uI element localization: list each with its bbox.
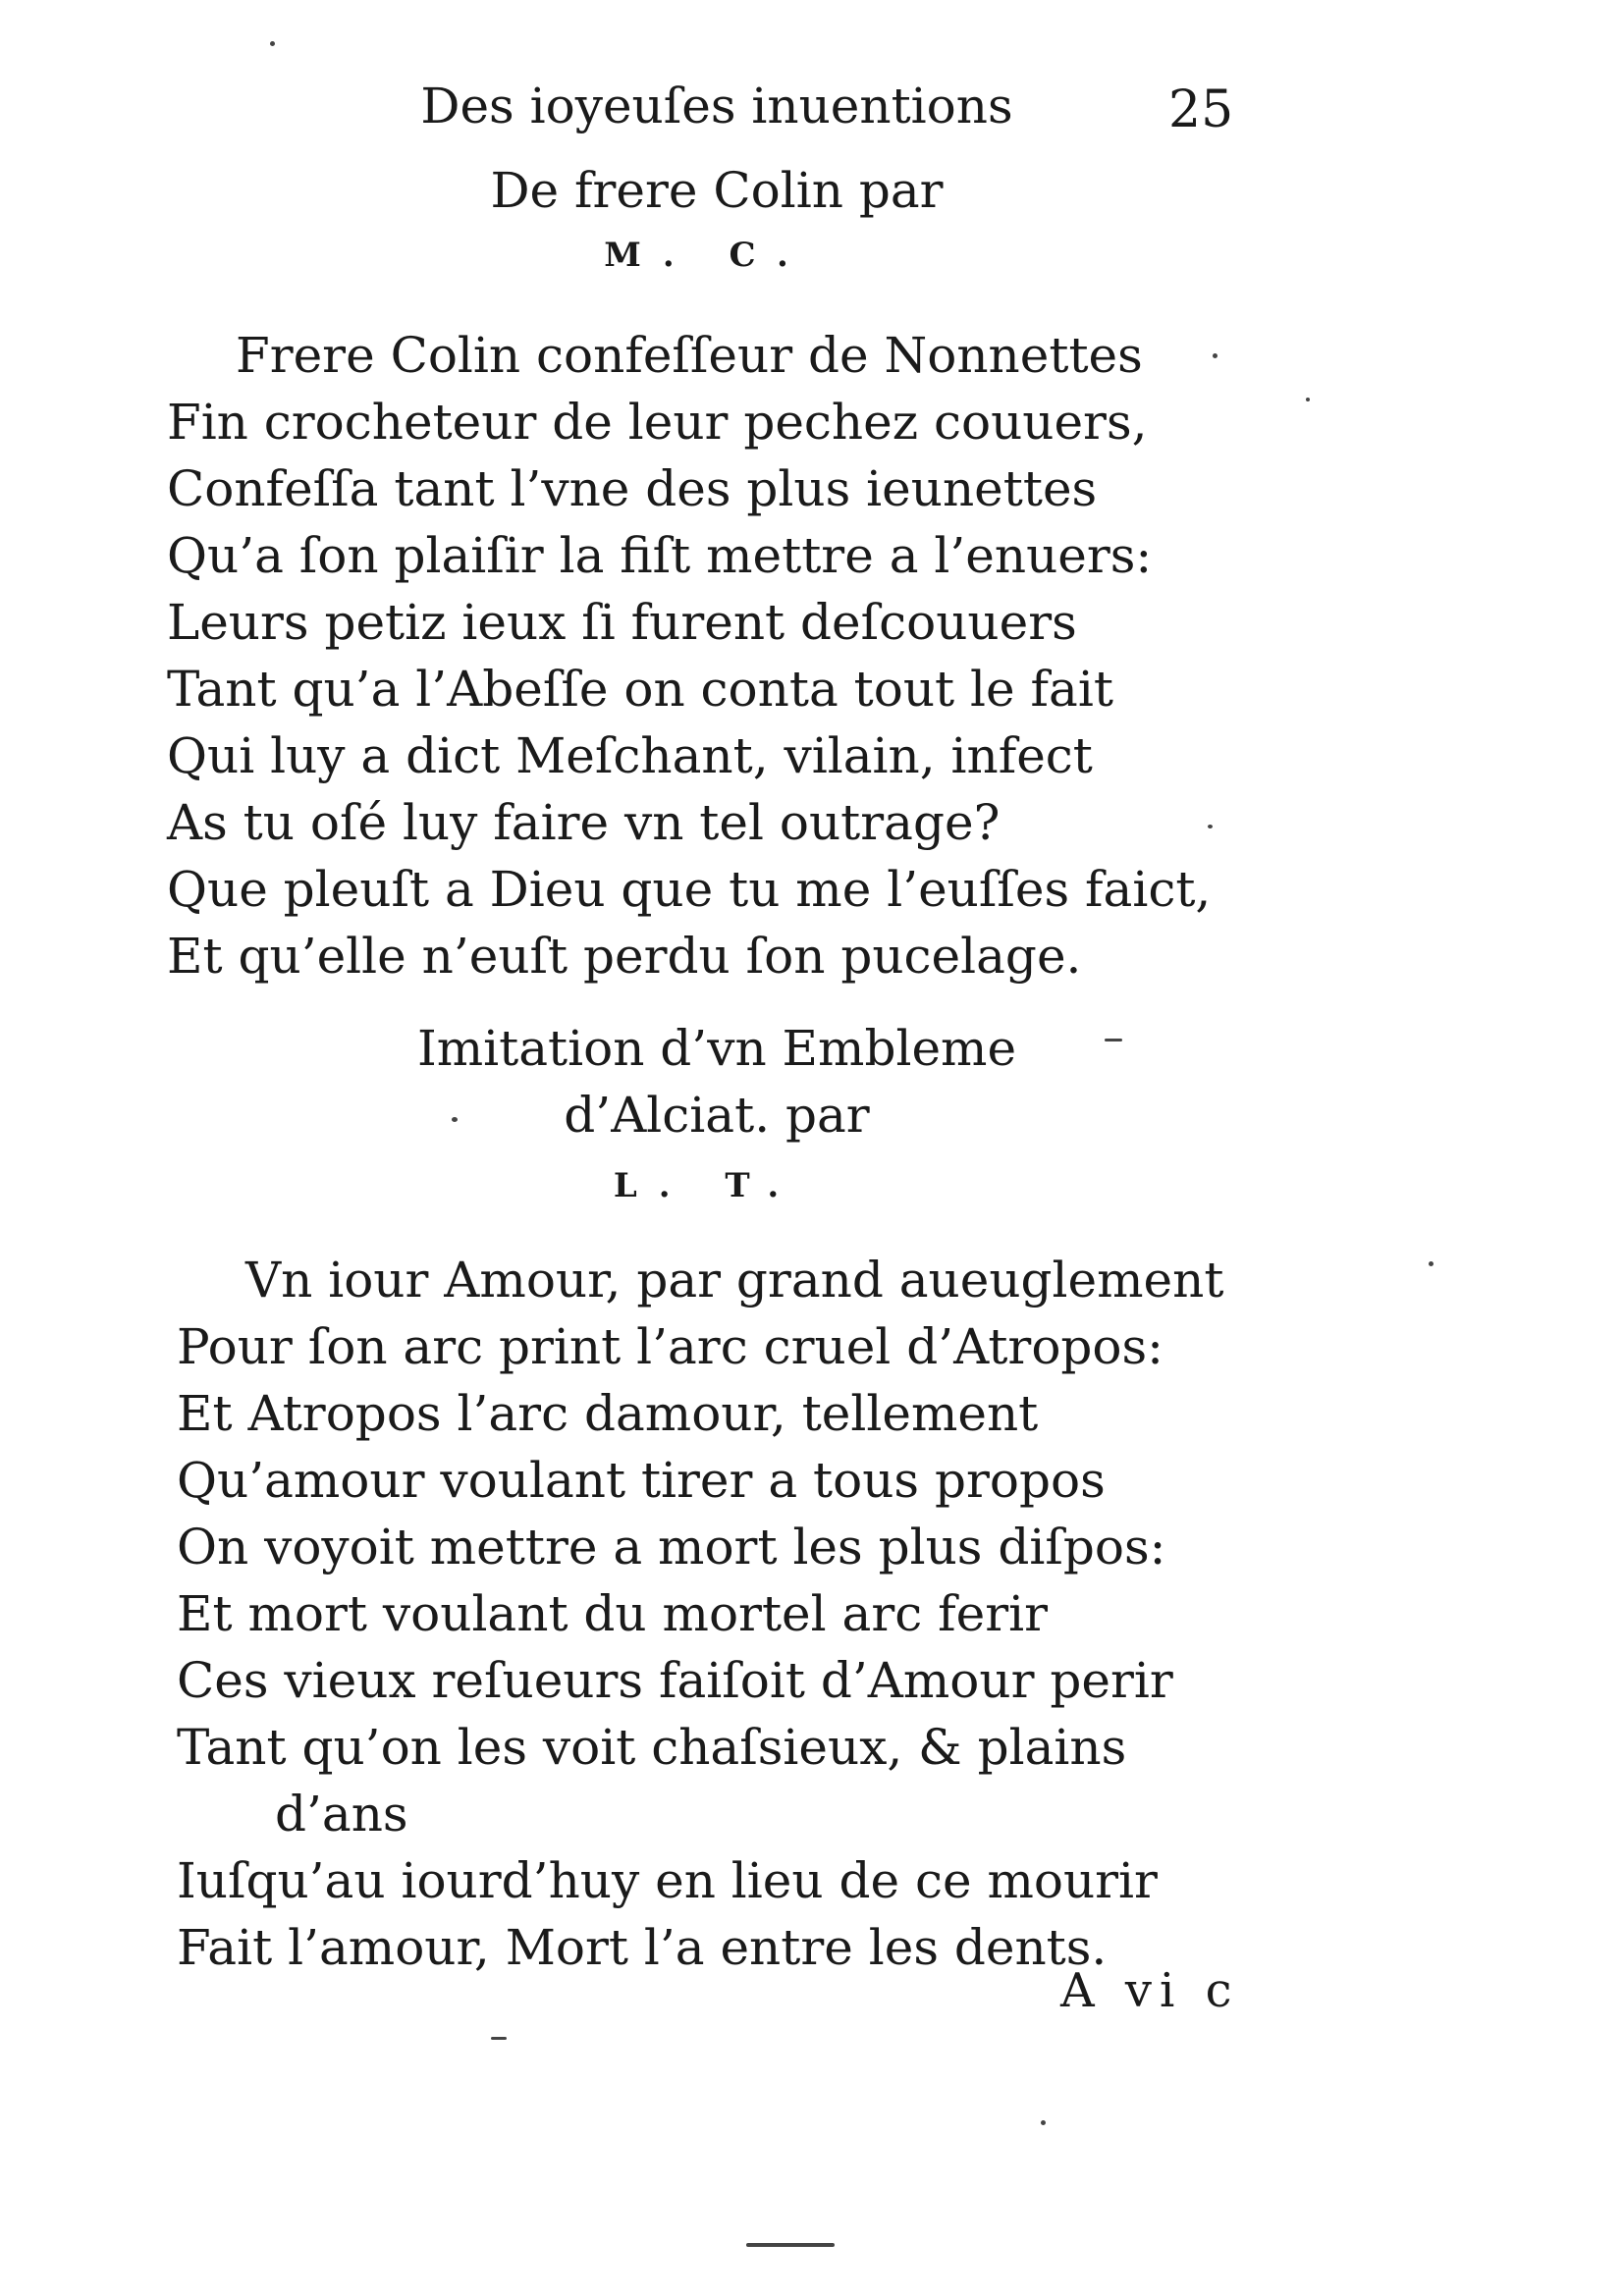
scan-speck (1306, 398, 1310, 401)
scan-speck (491, 2037, 507, 2040)
poem-line: Leurs petiz ieux ſi furent deſcouuers (167, 594, 1077, 651)
poem-line: Et mort voulant du mortel arc ferir (177, 1585, 1049, 1642)
running-title: Des ioyeuſes inuentions (420, 78, 1013, 134)
scan-speck (1208, 825, 1213, 828)
section2-initials: L. T. (613, 1166, 801, 1205)
poem-line: Confeſſa tant l’vne des plus ieunettes (167, 460, 1098, 517)
section1-initials: M. C. (604, 236, 810, 275)
scan-speck (1105, 1039, 1122, 1041)
section1-title: De frere Colin par (490, 162, 944, 219)
scan-speck (270, 41, 275, 46)
poem-line: Qui luy a dict Meſchant, vilain, infect (167, 727, 1093, 784)
poem-line: Ces vieux reſueurs faiſoit d’Amour perir (177, 1652, 1173, 1709)
scan-speck (1213, 353, 1217, 358)
poem-line: Fin crocheteur de leur pechez couuers, (167, 394, 1148, 451)
poem-line: Pour ſon arc print l’arc cruel d’Atropos: (177, 1318, 1164, 1375)
poem-line: Qu’a ſon plaiſir la fiſt mettre a l’enuers: (167, 527, 1153, 584)
poem-line: Vn iour Amour, par grand aueuglement (245, 1252, 1224, 1308)
poem-line: On voyoit mettre a mort les plus diſpos: (177, 1519, 1166, 1575)
poem-line: Qu’amour voulant tirer a tous propos (177, 1452, 1106, 1509)
poem-line: Tant qu’on les voit chaſsieux, & plains (177, 1719, 1127, 1776)
poem-line: d’ans (275, 1786, 408, 1842)
section2-poem (177, 1247, 1223, 1981)
section2-title-line1: Imitation d’vn Embleme (416, 1020, 1017, 1077)
scan-speck (452, 1117, 458, 1122)
poem-line: Iuſqu’au iourd’huy en lieu de ce mourir (177, 1852, 1158, 1909)
poem-line: Et Atropos l’arc damour, tellement (177, 1385, 1039, 1442)
poem-line: As tu oſé luy faire vn tel outrage? (167, 794, 1001, 851)
scan-speck (1429, 1261, 1434, 1266)
page-number: 25 (1168, 80, 1234, 139)
signature-mark: A vi c (1060, 1963, 1240, 2018)
poem-line: Et qu’elle n’euſt perdu ſon pucelage. (167, 928, 1082, 985)
poem-line: Frere Colin confeſſeur de Nonnettes (236, 327, 1143, 384)
poem-line: Que pleuſt a Dieu que tu me l’euſſes faict, (167, 861, 1212, 918)
scan-rule (746, 2243, 835, 2247)
poem-line: Tant qu’a l’Abeſſe on conta tout le fait (167, 661, 1113, 718)
scan-speck (1041, 2120, 1046, 2125)
section1-poem (167, 322, 1211, 989)
poem-line: Fait l’amour, Mort l’a entre les dents. (177, 1919, 1108, 1976)
section2-title-line2: d’Alciat. par (564, 1087, 870, 1144)
